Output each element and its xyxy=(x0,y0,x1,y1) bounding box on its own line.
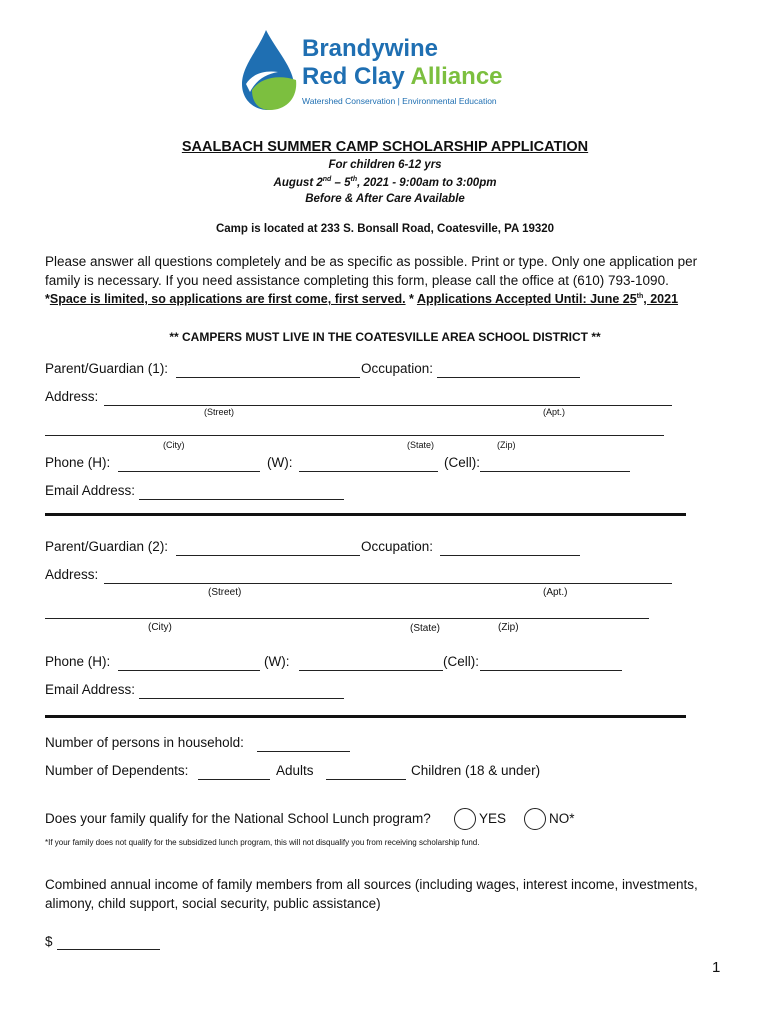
logo-line-2: Red Clay Alliance xyxy=(302,63,503,90)
guardian-1-zip-caption: (Zip) xyxy=(497,440,516,450)
income-question-line-1: Combined annual income of family members from all sources (including wages, interest income, investments, xyxy=(45,877,698,892)
guardian-1-phone-work-label: (W): xyxy=(267,455,293,470)
guardian-2-phone-home-label: Phone (H): xyxy=(45,654,111,669)
guardian-1-email-input[interactable] xyxy=(139,483,344,500)
income-question-line-2: alimony, child support, social security, public assistance) xyxy=(45,896,381,911)
guardian-1-occupation-label: Occupation: xyxy=(361,361,434,376)
guardian-1-street-input[interactable] xyxy=(104,389,672,406)
guardian-2-email-label: Email Address: xyxy=(45,682,136,697)
guardian-2-label: Parent/Guardian (2): xyxy=(45,539,169,554)
lunch-no-radio[interactable] xyxy=(524,808,546,830)
guardian-2-city-caption: (City) xyxy=(148,622,172,633)
dependents-label: Number of Dependents: xyxy=(45,763,189,778)
guardian-1-phone-work-input[interactable] xyxy=(299,455,438,472)
ages: For children 6-12 yrs xyxy=(328,159,442,171)
adults-label: Adults xyxy=(276,763,314,778)
section-divider xyxy=(45,513,686,516)
guardian-2-phone-cell-input[interactable] xyxy=(480,654,622,671)
guardian-1-city-state-zip-input[interactable] xyxy=(45,419,664,436)
adults-input[interactable] xyxy=(198,763,270,780)
guardian-2-phone-home-input[interactable] xyxy=(118,654,260,671)
instructions-line-3: *Space is limited, so applications are first come, first served. * Applications Accepted Until: June 25th, 2021 xyxy=(45,292,679,306)
guardian-2-name-input[interactable] xyxy=(176,539,360,556)
guardian-1-phone-cell-input[interactable] xyxy=(480,455,630,472)
logo-line-1: Brandywine xyxy=(302,35,439,62)
guardian-2-apt-caption: (Apt.) xyxy=(543,587,568,598)
persons-in-household-label: Number of persons in household: xyxy=(45,735,244,750)
camp-dates: August 2nd – 5th, 2021 - 9:00am to 3:00pm xyxy=(273,176,497,189)
guardian-2-occupation-input[interactable] xyxy=(440,539,580,556)
guardian-1-address-label: Address: xyxy=(45,389,99,404)
guardian-2-street-input[interactable] xyxy=(104,567,672,584)
logo-tagline: Watershed Conservation | Environmental Education xyxy=(302,96,497,106)
guardian-2-address-label: Address: xyxy=(45,567,99,582)
lunch-yes-radio[interactable] xyxy=(454,808,476,830)
instructions-line-2: family is necessary. If you need assistance completing this form, please call the office at (610) 793-1090. xyxy=(45,273,669,288)
page-number: 1 xyxy=(712,959,721,976)
guardian-1-name-input[interactable] xyxy=(176,361,360,378)
children-input[interactable] xyxy=(326,763,406,780)
guardian-1-city-caption: (City) xyxy=(163,440,185,450)
lunch-yes-label: YES xyxy=(479,811,507,826)
residency-requirement: ** CAMPERS MUST LIVE IN THE COATESVILLE AREA SCHOOL DISTRICT ** xyxy=(169,330,601,344)
camp-location: Camp is located at 233 S. Bonsall Road, Coatesville, PA 19320 xyxy=(215,223,555,235)
guardian-1-phone-home-label: Phone (H): xyxy=(45,455,111,470)
persons-in-household-input[interactable] xyxy=(257,735,350,752)
guardian-1-email-label: Email Address: xyxy=(45,483,136,498)
dollar-sign: $ xyxy=(45,934,53,949)
guardian-2-occupation-label: Occupation: xyxy=(361,539,434,554)
lunch-no-label: NO* xyxy=(549,811,575,826)
guardian-2-phone-cell-label: (Cell): xyxy=(443,654,479,669)
guardian-1-phone-home-input[interactable] xyxy=(118,455,260,472)
guardian-2-phone-work-label: (W): xyxy=(264,654,290,669)
guardian-2-city-state-zip-input[interactable] xyxy=(45,602,649,619)
instructions-line-1: Please answer all questions completely and be as specific as possible. Print or type. Only one application per xyxy=(45,254,698,269)
guardian-2-zip-caption: (Zip) xyxy=(498,622,519,633)
children-label: Children (18 & under) xyxy=(411,763,541,778)
form-title: SAALBACH SUMMER CAMP SCHOLARSHIP APPLICATION xyxy=(181,139,589,155)
guardian-2-street-caption: (Street) xyxy=(208,587,242,598)
guardian-2-email-input[interactable] xyxy=(139,682,344,699)
care-note: Before & After Care Available xyxy=(305,193,465,205)
lunch-program-note: *If your family does not qualify for the subsidized lunch program, this will not disqualify you from receiving scholarship fund. xyxy=(45,838,480,847)
guardian-1-label: Parent/Guardian (1): xyxy=(45,361,169,376)
section-divider-2 xyxy=(45,715,686,718)
water-drop-logo-icon xyxy=(238,28,302,112)
guardian-1-street-caption: (Street) xyxy=(204,407,235,417)
guardian-1-phone-cell-label: (Cell): xyxy=(444,455,480,470)
guardian-1-apt-caption: (Apt.) xyxy=(543,407,566,417)
lunch-program-question: Does your family qualify for the National School Lunch program? xyxy=(45,811,431,826)
guardian-1-occupation-input[interactable] xyxy=(437,361,580,378)
income-amount-input[interactable] xyxy=(57,933,160,950)
guardian-2-phone-work-input[interactable] xyxy=(299,654,443,671)
guardian-2-state-caption: (State) xyxy=(410,623,441,634)
guardian-1-state-caption: (State) xyxy=(407,440,435,450)
